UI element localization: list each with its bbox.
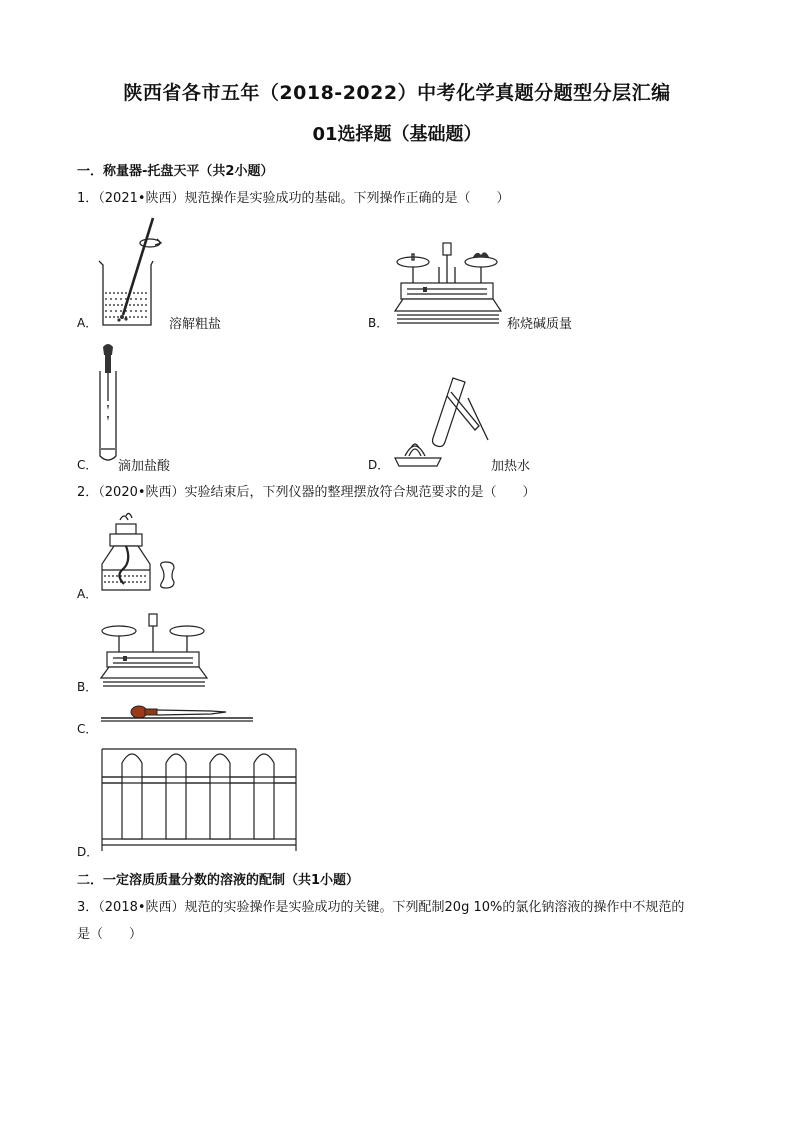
section-heading-1: 一．称量器-托盘天平（共2小题） bbox=[77, 164, 274, 179]
q2-option-b-letter[interactable]: B． bbox=[77, 680, 98, 694]
q1-option-a-letter[interactable]: A． bbox=[77, 316, 98, 330]
q1-option-d-letter[interactable]: D． bbox=[368, 458, 390, 472]
beaker-stirring-rod-icon bbox=[95, 215, 165, 330]
section-heading-2: 二．一定溶质质量分数的溶液的配制（共1小题） bbox=[77, 873, 360, 888]
q1-option-d-caption: 加热水 bbox=[491, 459, 531, 474]
test-tube-rack-icon bbox=[100, 743, 300, 855]
question-1-stem: 1．（2021•陕西）规范操作是实验成功的基础。下列操作正确的是（ ） bbox=[77, 191, 510, 206]
dropper-on-table-icon bbox=[101, 703, 256, 723]
page-title: 陕西省各市五年（2018-2022）中考化学真题分题型分层汇编 bbox=[123, 82, 671, 104]
question-2-stem: 2．（2020•陕西）实验结束后，下列仪器的整理摆放符合规范要求的是（ ） bbox=[77, 485, 536, 500]
page-subtitle: 01选择题（基础题） bbox=[312, 124, 482, 145]
q2-option-d-letter[interactable]: D． bbox=[77, 845, 99, 859]
alcohol-lamp-icon bbox=[96, 510, 186, 602]
q1-option-c-letter[interactable]: C． bbox=[77, 458, 98, 472]
q2-option-c-letter[interactable]: C． bbox=[77, 722, 98, 736]
q1-option-b-caption: 称烧碱质量 bbox=[507, 317, 573, 332]
q2-option-a-letter[interactable]: A． bbox=[77, 587, 98, 601]
balance-scale-icon bbox=[393, 237, 508, 327]
heating-test-tube-icon bbox=[393, 368, 493, 468]
question-3-stem-continued: 是（ ） bbox=[77, 927, 143, 942]
q1-option-b-letter[interactable]: B． bbox=[368, 316, 389, 330]
dropper-test-tube-icon bbox=[95, 341, 120, 466]
q1-option-a-caption: 溶解粗盐 bbox=[169, 317, 222, 332]
q1-option-c-caption: 滴加盐酸 bbox=[118, 459, 171, 474]
question-3-stem: 3．（2018•陕西）规范的实验操作是实验成功的关键。下列配制20g 10%的氯化钠溶液的操作中不规范的 bbox=[77, 900, 685, 915]
balance-scale-icon bbox=[99, 612, 214, 692]
